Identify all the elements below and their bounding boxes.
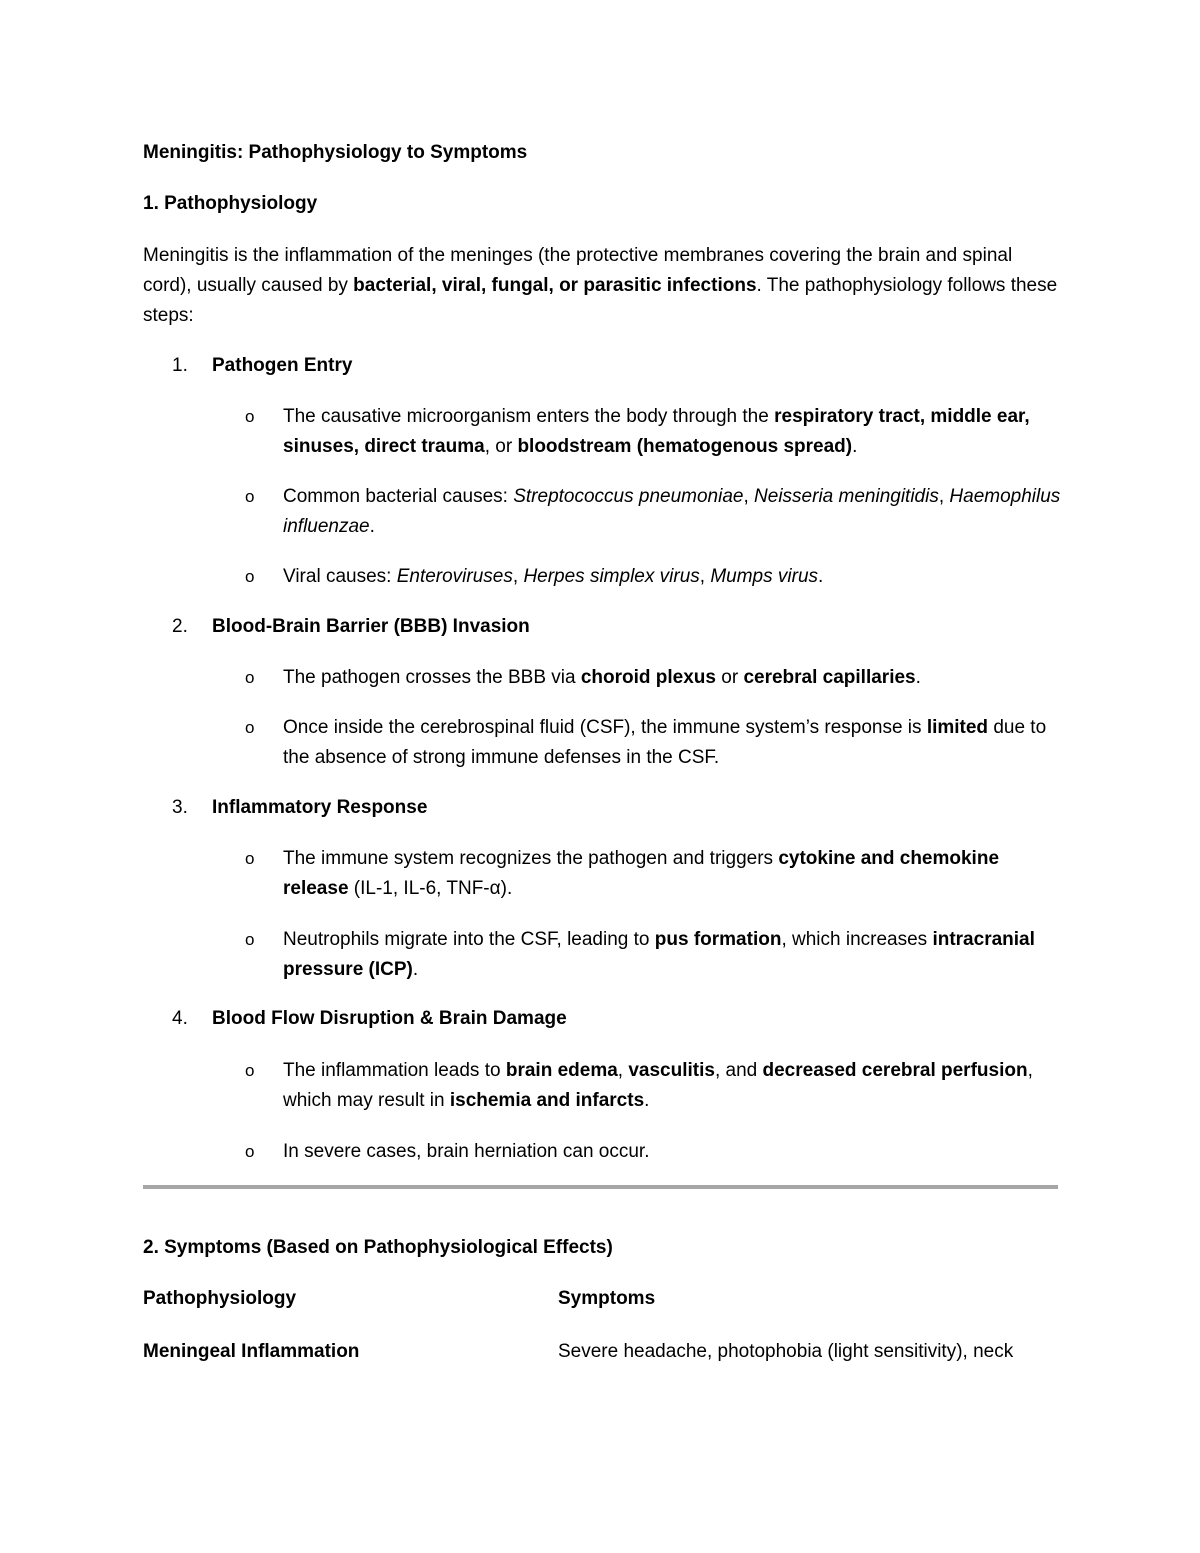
step-bbb-invasion (172, 614, 530, 640)
bullet-marker: o (245, 849, 255, 868)
step-blood-flow-disruption (172, 1006, 567, 1032)
bullet-marker: o (245, 718, 255, 737)
step-number: 2. (172, 616, 188, 637)
table-cell-pathophysiology: Meningeal Inflammation (143, 1341, 360, 1362)
step-number: 1. (172, 355, 188, 376)
bullet-marker: o (245, 487, 255, 506)
document-title: Meningitis: Pathophysiology to Symptoms (143, 142, 528, 163)
step-label: Blood Flow Disruption & Brain Damage (212, 1008, 567, 1029)
bullet-marker: o (245, 407, 255, 426)
bullet-marker: o (245, 1061, 255, 1080)
step-label: Blood-Brain Barrier (BBB) Invasion (212, 616, 530, 637)
bullet-marker: o (245, 668, 255, 687)
bullet-marker: o (245, 567, 255, 586)
step-pathogen-entry (172, 353, 352, 379)
intro-paragraph: Meningitis is the inflammation of the meninges (the protective membranes covering the brain and spinal cord), usually caused by bacterial, viral, fungal, or parasitic infections. The pathophysiology follows these steps: (143, 245, 1058, 326)
step-inflammatory-response (172, 795, 427, 821)
step-label: Inflammatory Response (212, 797, 428, 818)
bullet-marker: o (245, 930, 255, 949)
section-heading-symptoms: 2. Symptoms (Based on Pathophysiological Effects) (143, 1237, 613, 1258)
step-label: Pathogen Entry (212, 355, 353, 376)
bullet-marker: o (245, 1142, 255, 1161)
horizontal-rule (143, 1185, 1058, 1189)
document-page: Meningitis: Pathophysiology to Symptoms 1. Pathophysiology Meningitis is the inflammation of the meninges (the protective membranes covering the brain and spinal cord), usually caused by bacterial, viral, fungal, or parasitic infections. The pathophysiology follows these steps: 1. Pathogen Entry o The causative microorganism enters the body through the respiratory tract, middle ear, sinuses, direct trauma, or bloodstream (hematogenous spread). o Common bacterial causes: Streptococcus pneumoniae, Neisseria meningitidis, Haemophilus influenzae. o Viral causes: Enteroviruses, Herpes simplex virus, Mumps virus. 2. Blood-Brain Barrier (BBB) Invasion o The pathogen crosses the BBB via choroid plexus or cerebral capillaries. o Once inside the cerebrospinal fluid (CSF), the immune system’s response is limited due to the absence of strong immune defenses in the CSF. 3. Inflammatory Response o The immune system recognizes the pathogen and triggers cytokine and chemokine release (IL-1, IL-6, TNF-α). o Neutrophils migrate into the CSF, leading to pus formation, which increases intracranial pressure (ICP). 4. Blood Flow Disruption & Brain Damage o The inflammation leads to brain edema, vasculitis, and decreased cerebral perfusion, which may result in ischemia and infarcts. o In severe cases, brain herniation can occur. 2. Symptoms (Based on Pathophysiological Effects) Pathophysiology Symptoms Meningeal Inflammation Severe headache, photophobia (light sensitivity), neck (0, 0, 1200, 1553)
table-cell-symptoms: Severe headache, photophobia (light sensitivity), neck (558, 1341, 1014, 1362)
table-header-symptoms: Symptoms (558, 1288, 656, 1309)
section-heading-pathophysiology: 1. Pathophysiology (143, 193, 318, 214)
step-number: 3. (172, 797, 188, 818)
step-number: 4. (172, 1008, 188, 1029)
table-header-pathophysiology: Pathophysiology (143, 1288, 297, 1309)
